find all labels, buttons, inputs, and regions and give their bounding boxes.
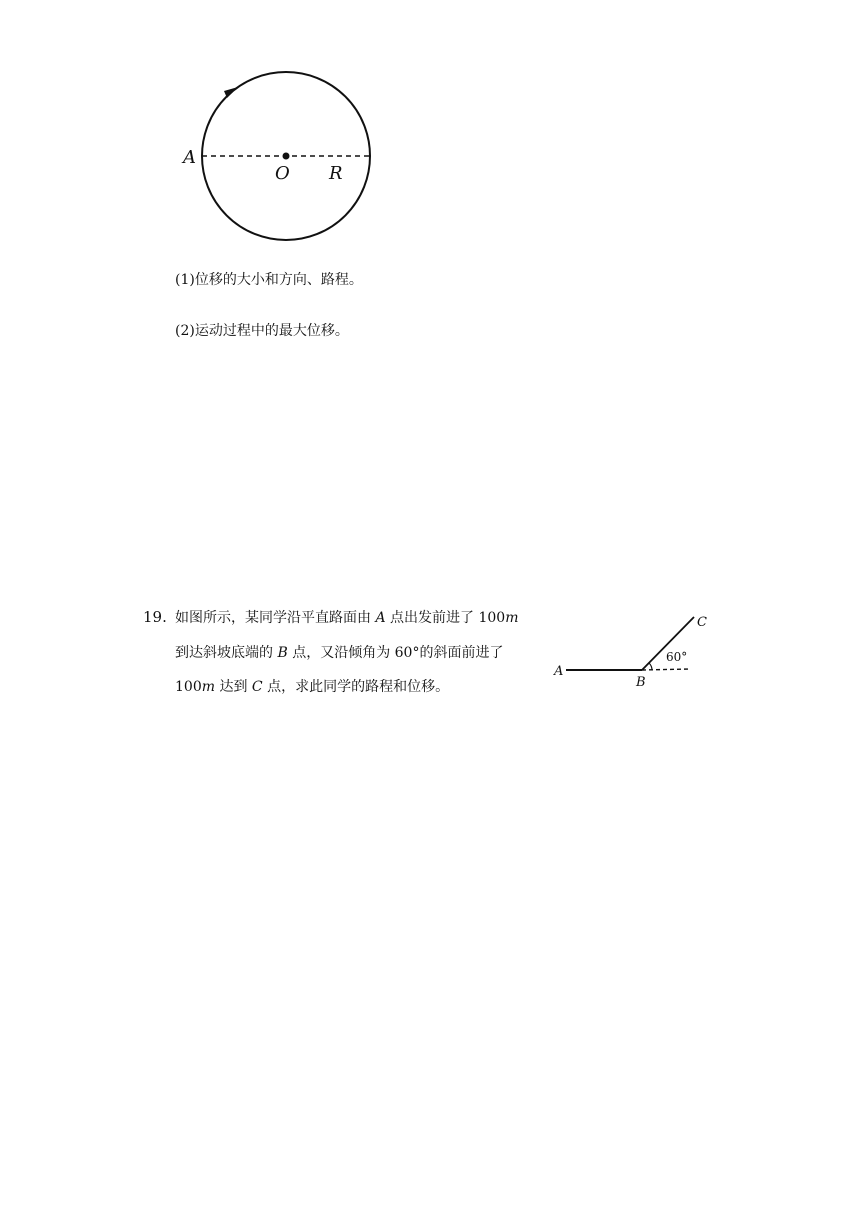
q19-line3-num: 100 xyxy=(175,679,202,695)
q19-point-b: B xyxy=(277,645,288,661)
horizontal-dashed-line xyxy=(642,669,690,670)
circle-diagram xyxy=(175,65,385,250)
angle-arc xyxy=(649,663,652,670)
q19-line1-pre: 如图所示，某同学沿平直路面由 xyxy=(175,610,371,626)
q19-point-c: C xyxy=(251,679,263,695)
question-line-2 xyxy=(175,643,503,663)
slope-figure xyxy=(550,605,720,695)
label-a: A xyxy=(183,147,196,168)
question-line-1 xyxy=(175,608,518,628)
q19-line3-mid: 达到 xyxy=(219,679,248,695)
angle-label: 60° xyxy=(666,650,688,664)
q19-unit-m-2: m xyxy=(201,679,216,695)
slope-label-c: C xyxy=(697,615,707,630)
q19-line1-mid: 点出发前进了 100 xyxy=(390,610,506,626)
label-r: R xyxy=(329,163,343,184)
slope-label-b: B xyxy=(636,675,646,690)
q19-line2-pre: 到达斜坡底端的 xyxy=(175,645,273,661)
q19-unit-m-1: m xyxy=(505,610,519,626)
slope-diagram xyxy=(550,605,720,695)
q19-line3-post: 点，求此同学的路程和位移。 xyxy=(267,679,450,695)
question-line-3 xyxy=(175,677,449,697)
q19-line2-post: 点，又沿倾角为 60°的斜面前进了 xyxy=(292,645,504,661)
sub-question-2: (2)运动过程中的最大位移。 xyxy=(175,323,349,339)
question-number: 19. xyxy=(143,608,167,626)
circle-motion-figure xyxy=(175,65,385,250)
label-o: O xyxy=(275,163,290,184)
center-point xyxy=(283,153,290,160)
q19-point-a: A xyxy=(375,610,386,626)
slope-label-a: A xyxy=(554,664,564,679)
sub-question-1: (1)位移的大小和方向、路程。 xyxy=(175,272,363,288)
